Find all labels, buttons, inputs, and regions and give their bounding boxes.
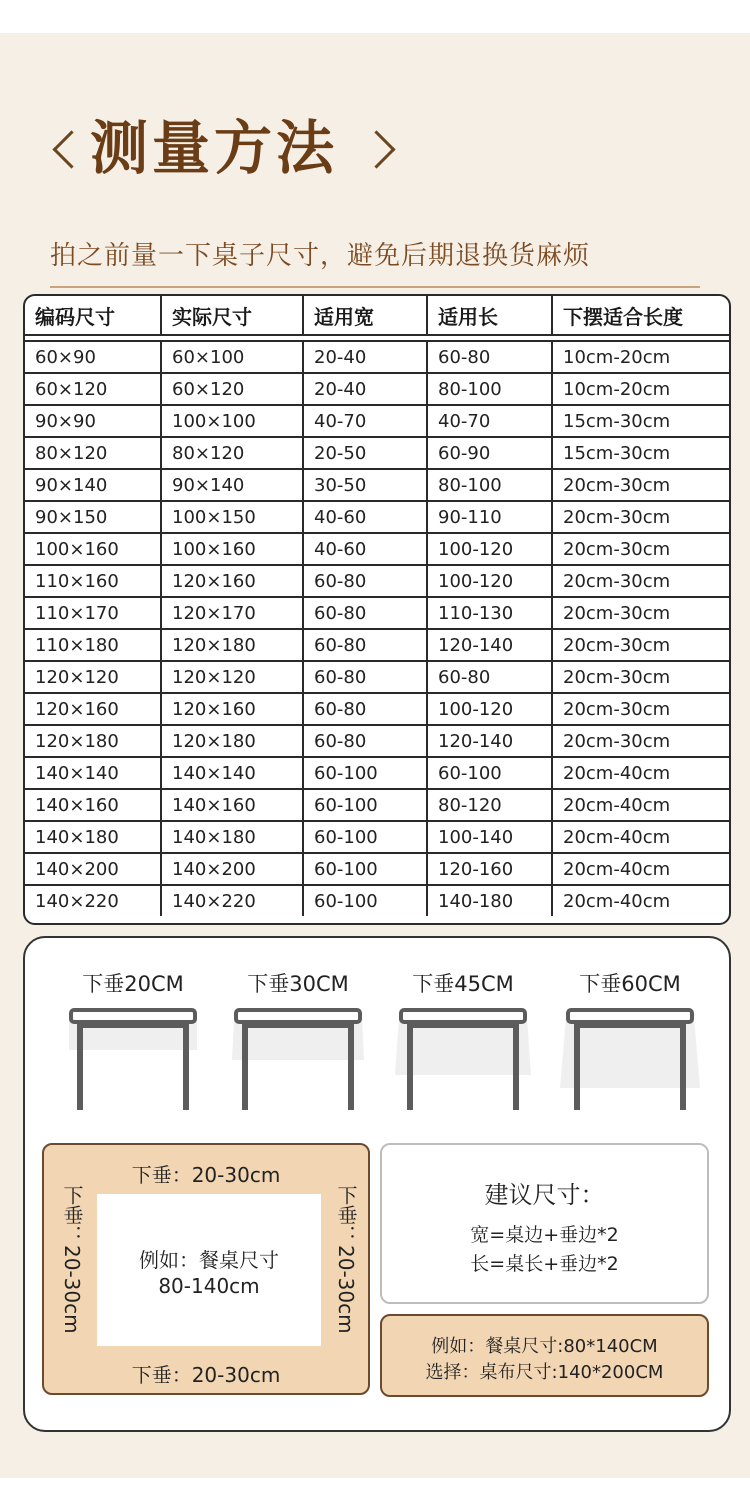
- table-cell: 20cm-30cm: [552, 469, 729, 501]
- table-cell: 20cm-40cm: [552, 757, 729, 789]
- table-cell: 140-180: [427, 885, 552, 916]
- table-cell: 90×140: [161, 469, 303, 501]
- table-cell: 60-80: [303, 597, 427, 629]
- table-cell: 100-140: [427, 821, 552, 853]
- table-cell: 10cm-20cm: [552, 373, 729, 405]
- table-cell: 60-100: [303, 757, 427, 789]
- table-cell: 60-100: [427, 757, 552, 789]
- table-cell: 20cm-40cm: [552, 821, 729, 853]
- diagram-top-label: 下垂：20-30cm: [131, 1163, 281, 1187]
- table-row: [25, 757, 729, 789]
- table-cell: 60-100: [303, 821, 427, 853]
- page-title: 测量方法: [90, 114, 339, 182]
- table-with-cloth-icon: [393, 1008, 533, 1116]
- diagram-right-label: 下垂：20-30cm: [334, 1185, 358, 1334]
- table-row: [25, 629, 729, 661]
- table-cell: 100×100: [161, 405, 303, 437]
- table-cell: 40-70: [427, 405, 552, 437]
- table-cell: 140×160: [25, 789, 161, 821]
- table-cell: 140×160: [161, 789, 303, 821]
- example-cloth-size: 选择：桌布尺寸:140*200CM: [425, 1362, 664, 1383]
- table-cell: 100×150: [161, 501, 303, 533]
- table-row: [25, 789, 729, 821]
- table-cell: 120×160: [25, 693, 161, 725]
- table-cell: 120-160: [427, 853, 552, 885]
- table-cell: 60-80: [303, 565, 427, 597]
- table-row: [25, 405, 729, 437]
- drape-label: 下垂45CM: [412, 972, 514, 996]
- suggest-size-box: [380, 1143, 709, 1304]
- table-header-cell: 实际尺寸: [161, 296, 303, 335]
- table-cell: 100-120: [427, 565, 552, 597]
- table-cell: 40-70: [303, 405, 427, 437]
- table-cell: 20cm-30cm: [552, 501, 729, 533]
- table-cell: 20-50: [303, 437, 427, 469]
- table-header-row: [25, 296, 729, 335]
- table-cell: 20-40: [303, 341, 427, 373]
- table-cell: 80×120: [161, 437, 303, 469]
- table-row: [25, 821, 729, 853]
- table-body: [25, 341, 729, 916]
- table-cell: 140×140: [25, 757, 161, 789]
- table-cell: 140×180: [25, 821, 161, 853]
- table-header-cell: 编码尺寸: [25, 296, 161, 335]
- table-cell: 100-120: [427, 533, 552, 565]
- suggest-title: 建议尺寸：: [484, 1181, 605, 1209]
- chevron-left-icon: [52, 130, 90, 168]
- subtitle-divider: [50, 286, 700, 288]
- table-cell: 100×160: [25, 533, 161, 565]
- table-cell: 30-50: [303, 469, 427, 501]
- diagram-left-label: 下垂：20-30cm: [60, 1185, 84, 1334]
- table-cell: 20cm-30cm: [552, 533, 729, 565]
- table-cell: 100×160: [161, 533, 303, 565]
- drape-label: 下垂60CM: [579, 972, 681, 996]
- example-box: [380, 1314, 709, 1397]
- table-cell: 80-100: [427, 373, 552, 405]
- table-cell: 100-120: [427, 693, 552, 725]
- table-with-cloth-icon: [560, 1008, 700, 1116]
- table-header-cell: 适用宽: [303, 296, 427, 335]
- table-cell: 120×180: [161, 629, 303, 661]
- table-cell: 110×180: [25, 629, 161, 661]
- table-row: [25, 565, 729, 597]
- table-cell: 60×90: [25, 341, 161, 373]
- table-header-cell: 下摆适合长度: [552, 296, 729, 335]
- table-row: [25, 597, 729, 629]
- size-table: [23, 294, 731, 925]
- table-cell: 60-80: [303, 693, 427, 725]
- drape-example: [228, 968, 368, 1118]
- table-row: [25, 501, 729, 533]
- table-cell: 60-100: [303, 885, 427, 916]
- table-cell: 60-80: [303, 629, 427, 661]
- table-cell: 140×220: [25, 885, 161, 916]
- table-cell: 60×120: [161, 373, 303, 405]
- table-cell: 120-140: [427, 629, 552, 661]
- table-cell: 110-130: [427, 597, 552, 629]
- table-cell: 20cm-30cm: [552, 565, 729, 597]
- suggest-length-formula: 长=桌长+垂边*2: [470, 1253, 619, 1275]
- diagram-center-value: 80-140cm: [158, 1274, 260, 1298]
- table-cell: 140×180: [161, 821, 303, 853]
- table-cell: 110×160: [25, 565, 161, 597]
- table-cell: 140×140: [161, 757, 303, 789]
- measure-diagram: [42, 1143, 370, 1395]
- table-cell: 20-40: [303, 373, 427, 405]
- table-cell: 120×180: [161, 725, 303, 757]
- table-cell: 20cm-40cm: [552, 853, 729, 885]
- table-cell: 80-100: [427, 469, 552, 501]
- table-cell: 40-60: [303, 533, 427, 565]
- diagram-center-label: 例如：餐桌尺寸: [139, 1248, 279, 1272]
- table-cell: 120×120: [161, 661, 303, 693]
- table-cell: 15cm-30cm: [552, 437, 729, 469]
- example-table-size: 例如：餐桌尺寸:80*140CM: [431, 1336, 658, 1357]
- table-cell: 140×200: [25, 853, 161, 885]
- table-row: [25, 341, 729, 373]
- table-header-cell: 适用长: [427, 296, 552, 335]
- table-cell: 15cm-30cm: [552, 405, 729, 437]
- table-cell: 60-80: [303, 725, 427, 757]
- table-cell: 120×180: [25, 725, 161, 757]
- drape-guide-card: [23, 936, 731, 1432]
- table-cell: 90-110: [427, 501, 552, 533]
- table-cell: 110×170: [25, 597, 161, 629]
- title-row: [0, 108, 750, 203]
- table-cell: 60-80: [303, 661, 427, 693]
- table-cell: 120×170: [161, 597, 303, 629]
- table-cell: 60-80: [427, 341, 552, 373]
- table-cell: 120×160: [161, 693, 303, 725]
- table-cell: 10cm-20cm: [552, 341, 729, 373]
- table-row: [25, 885, 729, 916]
- table-row: [25, 693, 729, 725]
- table-row: [25, 373, 729, 405]
- table-row: [25, 533, 729, 565]
- table-cell: 90×150: [25, 501, 161, 533]
- table-cell: 20cm-30cm: [552, 661, 729, 693]
- drape-label: 下垂30CM: [247, 972, 349, 996]
- drape-example: [560, 968, 700, 1118]
- drape-example: [393, 968, 533, 1118]
- chevron-right-icon: [357, 130, 395, 168]
- table-cell: 80×120: [25, 437, 161, 469]
- page-subtitle: 拍之前量一下桌子尺寸，避免后期退换货麻烦: [50, 241, 591, 271]
- table-cell: 60-100: [303, 853, 427, 885]
- table-cell: 60-100: [303, 789, 427, 821]
- suggest-width-formula: 宽=桌边+垂边*2: [470, 1224, 619, 1246]
- table-cell: 60-80: [427, 661, 552, 693]
- table-cell: 60×120: [25, 373, 161, 405]
- table-top-area: [97, 1194, 321, 1346]
- table-row: [25, 725, 729, 757]
- table-cell: 90×140: [25, 469, 161, 501]
- table-cell: 90×90: [25, 405, 161, 437]
- table-cell: 20cm-40cm: [552, 885, 729, 916]
- table-cell: 80-120: [427, 789, 552, 821]
- table-cell: 60-90: [427, 437, 552, 469]
- table-with-cloth-icon: [228, 1008, 368, 1116]
- table-cell: 140×200: [161, 853, 303, 885]
- table-row: [25, 661, 729, 693]
- table-cell: 120×120: [25, 661, 161, 693]
- table-cell: 20cm-30cm: [552, 693, 729, 725]
- table-cell: 140×220: [161, 885, 303, 916]
- table-with-cloth-icon: [63, 1008, 203, 1116]
- table-row: [25, 469, 729, 501]
- table-cell: 20cm-30cm: [552, 725, 729, 757]
- table-cell: 120×160: [161, 565, 303, 597]
- table-row: [25, 853, 729, 885]
- table-cell: 120-140: [427, 725, 552, 757]
- drape-example: [63, 968, 203, 1118]
- table-cell: 60×100: [161, 341, 303, 373]
- table-cell: 20cm-40cm: [552, 789, 729, 821]
- table-cell: 20cm-30cm: [552, 597, 729, 629]
- table-cell: 20cm-30cm: [552, 629, 729, 661]
- table-cell: 40-60: [303, 501, 427, 533]
- drape-label: 下垂20CM: [82, 972, 184, 996]
- table-row: [25, 437, 729, 469]
- diagram-bottom-label: 下垂：20-30cm: [131, 1363, 281, 1387]
